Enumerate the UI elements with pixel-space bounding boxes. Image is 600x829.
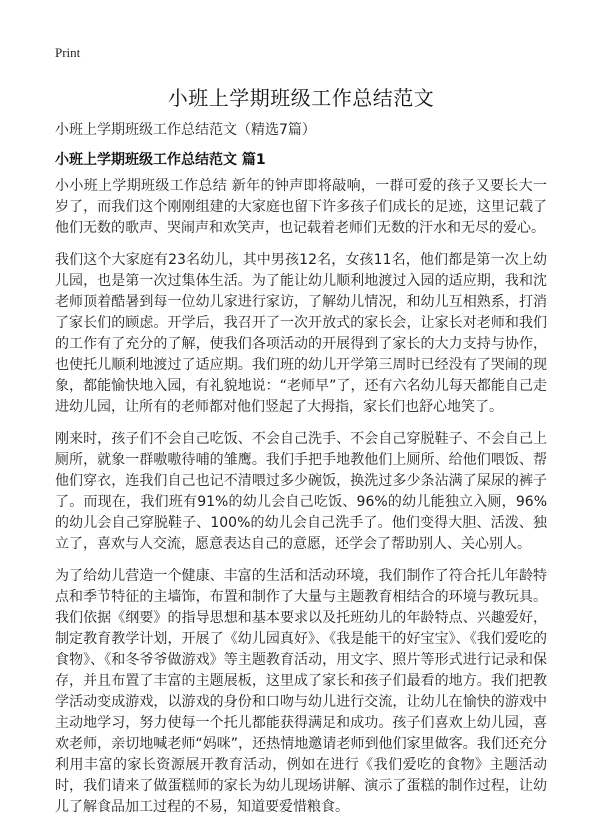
paragraph: 刚来时，孩子们不会自己吃饭、不会自己洗手、不会自己穿脱鞋子、不会自己上厕所，就象一群嗷嗷待哺的雏鹰。我们手把手地教他们上厕所、给他们喂饭、帮他们穿衣，连我们自己也记不清喂过多少碗饭，换洗过多少条沾满了屎尿的裤子了。而现在，我们班有91%的幼儿会自己吃饭、96%的幼儿能独立入厕，96%的幼儿会自己穿脱鞋子、100%的幼儿会自己洗手了。他们变得大胆、活泼、独立了，喜欢与人交流，愿意表达自己的意愿，还学会了帮助别人、关心别人。 [55, 431, 547, 552]
print-link[interactable]: Print [55, 45, 81, 60]
section-heading: 小班上学期班级工作总结范文 篇1 [55, 152, 266, 168]
paragraph: 为了给幼儿营造一个健康、丰富的生活和活动环境，我们制作了符合托儿年龄特点和季节特征的主墙饰，布置和制作了大量与主题教育相结合的环境与教玩具。我们依据《纲要》的指导思想和基本要求以及托班幼儿的年龄特点、兴趣爱好，制定教育教学计划，开展了《幼儿园真好》、《我是能干的好宝宝》、《我们爱吃的食物》、《和冬爷爷做游戏》等主题教育活动，用文字、照片等形式进行记录和保存，并且布置了丰富的主题展板，这里成了家长和孩子们最看的地方。我们把教学活动变成游戏，以游戏的身份和口吻与幼儿进行交流，让幼儿在愉快的游戏中主动地学习，努力使每一个托儿都能获得满足和成功。孩子们喜欢上幼儿园，喜欢老师，亲切地喊老师“妈咪”，还热情地邀请老师到他们家里做客。我们还充分利用丰富的家长资源展开教育活动，例如在进行《我们爱吃的食物》主题活动时，我们请来了做蛋糕师的家长为幼儿现场讲解、演示了蛋糕的制作过程，让幼儿了解食品加工过程的不易，知道要爱惜粮食。 [55, 568, 547, 815]
paragraph: 我们这个大家庭有23名幼儿，其中男孩12名，女孩11名，他们都是第一次上幼儿园，也是第一次过集体生活。为了能让幼儿顺利地渡过入园的适应期，我和沈老师顶着酷暑到每一位幼儿家进行家访，了解幼儿情况，和幼儿互相熟系，打消了家长们的顾虑。开学后，我召开了一次开放式的家长会，让家长对老师和我们的工作有了充分的了解，使我们各项活动的开展得到了家长的大力支持与协作，也使托儿顺利地渡过了适应期。我们班的幼儿开学第三周时已经没有了哭闹的现象，都能愉快地入园，有礼貌地说：“老师早”了，还有六名幼儿每天都能自己走进幼儿园，让所有的老师都对他们竖起了大拇指，家长们也舒心地笑了。 [55, 252, 547, 415]
document-subtitle: 小班上学期班级工作总结范文（精选7篇） [55, 122, 316, 138]
document-title: 小班上学期班级工作总结范文 [167, 86, 435, 110]
document-body [55, 176, 547, 829]
paragraph: 小小班上学期班级工作总结 新年的钟声即将敲响，一群可爱的孩子又要长大一岁了，而我们这个刚刚组建的大家庭也留下许多孩子们成长的足迹，这里记载了他们无数的歌声、哭闹声和欢笑声，也记载着老师们无数的汗水和无尽的爱心。 [55, 178, 547, 236]
